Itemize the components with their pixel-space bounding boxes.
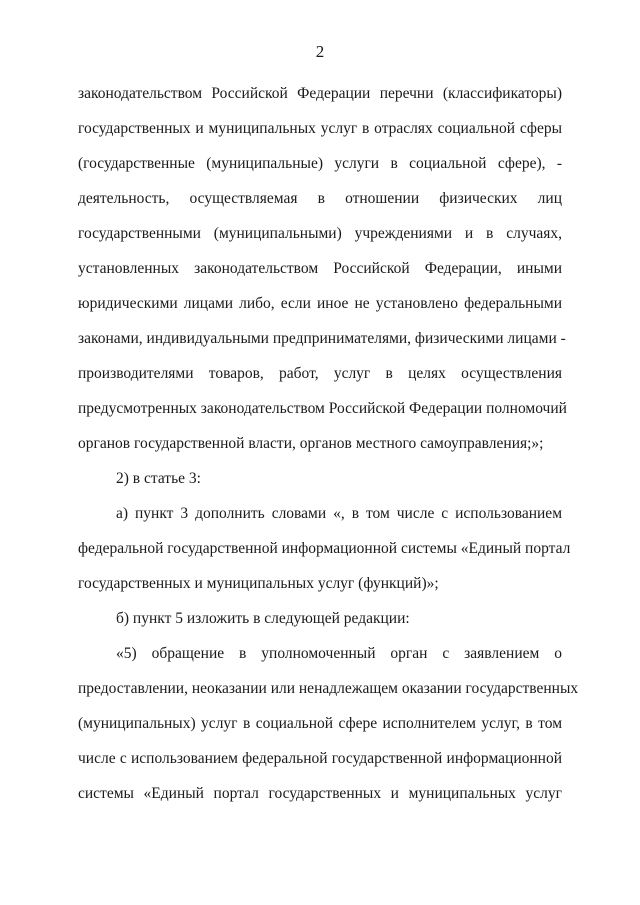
text-line: деятельность, осуществляемая в отношении физических лиц xyxy=(78,190,562,207)
text-line: органов государственной власти, органов местного самоуправления;»; xyxy=(78,435,544,452)
text-line: числе с использованием федеральной государственной информационной xyxy=(78,750,562,767)
page-number: 2 xyxy=(315,42,325,61)
text-line: системы «Единый портал государственных и муниципальных услуг xyxy=(78,785,562,802)
text-line: государственными (муниципальными) учреждениями и в случаях, xyxy=(78,225,562,242)
text-line: законами, индивидуальными предпринимателями, физическими лицами - xyxy=(78,330,566,347)
text-line: а) пункт 3 дополнить словами «, в том числе с использованием xyxy=(116,505,562,522)
text-line: 2) в статье 3: xyxy=(116,470,201,487)
text-line: юридическими лицами либо, если иное не установлено федеральными xyxy=(78,295,562,312)
text-line: (муниципальных) услуг в социальной сфере исполнителем услуг, в том xyxy=(78,715,562,732)
text-line: производителями товаров, работ, услуг в целях осуществления xyxy=(78,365,562,382)
text-line: установленных законодательством Российской Федерации, иными xyxy=(78,260,562,277)
text-line: предусмотренных законодательством Российской Федерации полномочий xyxy=(78,400,567,417)
text-line: б) пункт 5 изложить в следующей редакции: xyxy=(116,610,410,627)
text-line: федеральной государственной информационной системы «Единый портал xyxy=(78,540,571,557)
text-line: предоставлении, неоказании или ненадлежащем оказании государственных xyxy=(78,680,579,697)
text-line: государственных и муниципальных услуг в отраслях социальной сферы xyxy=(78,120,562,137)
text-line: законодательством Российской Федерации перечни (классификаторы) xyxy=(78,85,562,102)
text-line: (государственные (муниципальные) услуги в социальной сфере), - xyxy=(78,155,562,172)
text-line: «5) обращение в уполномоченный орган с заявлением о xyxy=(116,645,562,662)
text-line: государственных и муниципальных услуг (функций)»; xyxy=(78,575,439,592)
